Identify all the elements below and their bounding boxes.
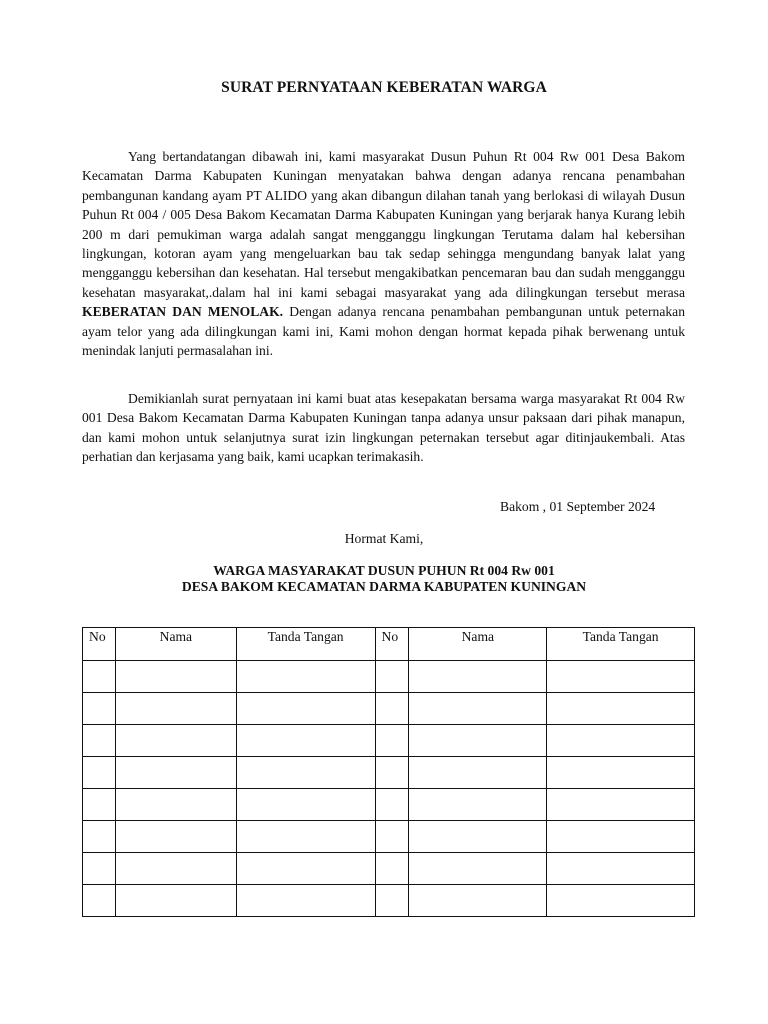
document-title: SURAT PERNYATAAN KEBERATAN WARGA xyxy=(221,79,547,96)
header-no-right: No xyxy=(375,628,409,661)
table-cell xyxy=(547,789,695,821)
table-cell xyxy=(409,725,547,757)
header-no-left: No xyxy=(83,628,116,661)
table-cell xyxy=(115,789,236,821)
table-cell xyxy=(236,757,375,789)
place-date: Bakom , 01 September 2024 xyxy=(500,499,656,514)
header-tanda-tangan-left: Tanda Tangan xyxy=(236,628,375,661)
table-cell xyxy=(409,885,547,917)
table-cell xyxy=(83,757,116,789)
table-cell xyxy=(115,853,236,885)
table-cell xyxy=(375,853,409,885)
table-cell xyxy=(236,821,375,853)
paragraph-statement xyxy=(82,147,685,360)
table-cell xyxy=(83,885,116,917)
table-cell xyxy=(83,725,116,757)
closing-salutation: Hormat Kami, xyxy=(344,531,424,546)
table-cell xyxy=(83,853,116,885)
header-tanda-tangan-right: Tanda Tangan xyxy=(547,628,695,661)
table-cell xyxy=(115,725,236,757)
signatory-organization xyxy=(0,563,768,595)
table-cell xyxy=(409,821,547,853)
table-cell xyxy=(547,853,695,885)
table-cell xyxy=(547,821,695,853)
table-cell xyxy=(547,885,695,917)
table-cell xyxy=(375,789,409,821)
table-row xyxy=(83,821,695,853)
table-cell xyxy=(236,885,375,917)
header-nama-right: Nama xyxy=(409,628,547,661)
table-cell xyxy=(409,757,547,789)
table-cell xyxy=(236,789,375,821)
table-cell xyxy=(547,725,695,757)
table-cell xyxy=(236,725,375,757)
signatory-org-line2: DESA BAKOM KECAMATAN DARMA KABUPATEN KUNINGAN xyxy=(181,579,587,594)
table-cell xyxy=(375,885,409,917)
table-cell xyxy=(83,661,116,693)
table-cell xyxy=(236,853,375,885)
table-cell xyxy=(236,693,375,725)
paragraph-closing xyxy=(82,389,685,467)
signature-table-header xyxy=(83,628,695,661)
table-cell xyxy=(83,693,116,725)
signatory-org-line1: WARGA MASYARAKAT DUSUN PUHUN Rt 004 Rw 001 xyxy=(213,563,555,578)
header-nama-left: Nama xyxy=(115,628,236,661)
table-cell xyxy=(547,693,695,725)
objection-emphasis: KEBERATAN DAN MENOLAK. xyxy=(82,304,284,320)
table-cell xyxy=(375,757,409,789)
table-row xyxy=(83,789,695,821)
table-row xyxy=(83,885,695,917)
table-cell xyxy=(375,693,409,725)
table-cell xyxy=(409,789,547,821)
table-row xyxy=(83,757,695,789)
table-cell xyxy=(83,789,116,821)
table-cell xyxy=(375,725,409,757)
paragraph-closing-text: Demikianlah surat pernyataan ini kami buat atas kesepakatan bersama warga masyarakat Rt 004 Rw 001 Desa Bakom Kecamatan Darma Kabupaten Kuningan tanpa adanya unsur paksaan dari pihak manapun, dan kami mohon untuk selanjutnya surat izin lingkungan peternakan tersebut agar ditinjaukembali. Atas perhatian dan kerjasama yang baik, kami ucapkan terimakasih. xyxy=(82,391,685,465)
table-cell xyxy=(83,821,116,853)
table-cell xyxy=(236,661,375,693)
table-row xyxy=(83,661,695,693)
paragraph-statement-part1: Yang bertandatangan dibawah ini, kami masyarakat Dusun Puhun Rt 004 Rw 001 Desa Bakom Kecamatan Darma Kabupaten Kuningan menyatakan bahwa dengan adanya rencana penambahan pembangunan kandang ayam PT ALIDO yang akan dibangun dilahan tanah yang berlokasi di wilayah Dusun Puhun Rt 004 / 005 Desa Bakom Kecamatan Darma Kabupaten Kuningan yang berjarak hanya Kurang lebih 200 m dari pemukiman warga adalah sangat mengganggu lingkungan Terutama dalam hal kebersihan lingkungan, kotoran ayam yang mengeluarkan bau tak sedap sehingga mengundang banyak lalat yang mengganggu kebersihan dan kesehatan. Hal tersebut mengakibatkan pencemaran bau dan sudah mengganggu kesehatan masyarakat,.dalam hal ini kami sebagai masyarakat yang ada dilingkungan tersebut merasa xyxy=(82,149,685,300)
table-cell xyxy=(547,661,695,693)
table-cell xyxy=(409,661,547,693)
table-cell xyxy=(115,885,236,917)
signature-table xyxy=(82,627,695,917)
table-cell xyxy=(115,661,236,693)
table-cell xyxy=(409,853,547,885)
table-row xyxy=(83,853,695,885)
table-cell xyxy=(115,693,236,725)
table-row xyxy=(83,725,695,757)
table-cell xyxy=(115,757,236,789)
table-cell xyxy=(115,821,236,853)
table-row xyxy=(83,693,695,725)
table-cell xyxy=(547,757,695,789)
table-cell xyxy=(375,821,409,853)
table-cell xyxy=(409,693,547,725)
table-cell xyxy=(375,661,409,693)
paragraph-statement-part2: Dengan adanya rencana penambahan pembangunan untuk peternakan ayam telor yang ada dilingkungan kami ini, Kami mohon dengan hormat kepada pihak berwenang untuk menindak lanjuti permasalahan ini. xyxy=(82,304,685,359)
